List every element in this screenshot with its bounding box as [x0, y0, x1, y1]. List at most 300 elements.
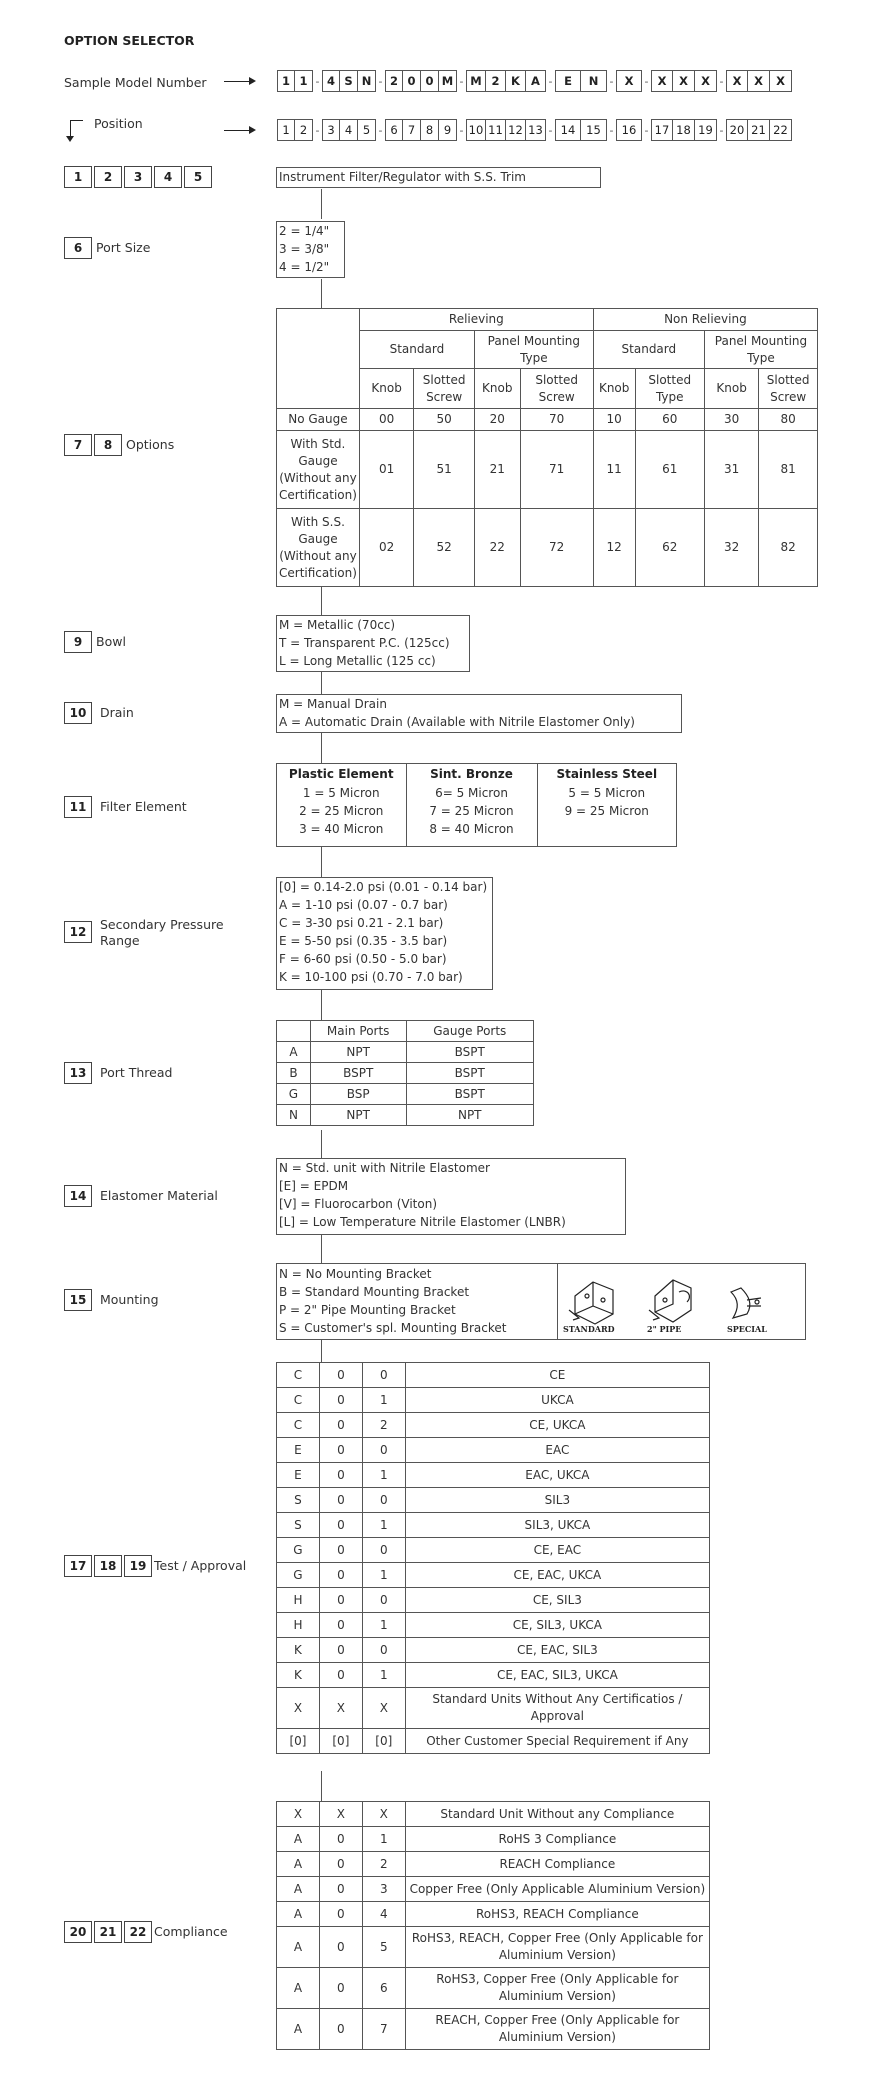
compliance-row — [277, 1852, 710, 1877]
option-line: M = Manual Drain — [279, 697, 387, 711]
model-code-cell: M — [439, 70, 457, 92]
port-thread-table — [276, 1020, 534, 1126]
port-thread-cell: BSPT — [406, 1063, 534, 1084]
options-group-non-relieving: Non Relieving — [593, 309, 817, 331]
approval-row — [277, 1563, 710, 1588]
options-code-cell: 00 — [359, 409, 413, 431]
options-row-label: No Gauge — [277, 409, 360, 431]
position-cell: 3 — [322, 119, 340, 141]
model-code-cell: S — [340, 70, 358, 92]
compliance-code-cell: 7 — [362, 2009, 405, 2050]
port-thread-header — [277, 1021, 311, 1042]
approval-description: EAC — [405, 1438, 709, 1463]
standard-bracket-caption: STANDARD — [563, 1324, 615, 1334]
port-thread-row — [277, 1105, 534, 1126]
compliance-row — [277, 1927, 710, 1968]
approval-code-cell: X — [319, 1688, 362, 1729]
drain-box — [276, 694, 682, 733]
port-thread-cell: BSP — [310, 1084, 406, 1105]
position-cell: 18 — [673, 119, 695, 141]
separator-dash: - — [459, 123, 464, 137]
options-sub-panel: Panel Mounting Type — [474, 331, 593, 369]
port-thread-cell: BSPT — [310, 1063, 406, 1084]
position-cell: 14 — [555, 119, 581, 141]
separator-dash: - — [378, 123, 383, 137]
sample-arrow — [224, 81, 254, 82]
mounting-options-list — [279, 1265, 551, 1337]
port-thread-cell: NPT — [310, 1042, 406, 1063]
options-code-cell: 32 — [704, 509, 758, 587]
compliance-code-cell: 1 — [362, 1827, 405, 1852]
options-code-cell: 50 — [414, 409, 475, 431]
secondary-pressure-label — [100, 917, 224, 949]
approval-code-cell: 0 — [319, 1438, 362, 1463]
option-line: M = Metallic (70cc) — [279, 618, 396, 632]
separator-dash: - — [644, 123, 649, 137]
filter-element-box — [276, 763, 677, 847]
compliance-code-cell: A — [277, 1877, 320, 1902]
position-number-badge: 19 — [124, 1555, 152, 1577]
filter-column-values — [277, 784, 406, 846]
pipe-bracket-caption: 2" PIPE — [647, 1324, 682, 1334]
approval-description: CE, UKCA — [405, 1413, 709, 1438]
approval-code-cell: 0 — [319, 1613, 362, 1638]
option-line: T = Transparent P.C. (125cc) — [279, 636, 450, 650]
options-column-header: Knob — [474, 369, 520, 409]
options-code-cell: 22 — [474, 509, 520, 587]
compliance-code-cell: A — [277, 1927, 320, 1968]
compliance-description: Copper Free (Only Applicable Aluminium Version) — [405, 1877, 709, 1902]
approval-description: CE, EAC, UKCA — [405, 1563, 709, 1588]
port-thread-cell: BSPT — [406, 1084, 534, 1105]
elastomer-label: Elastomer Material — [100, 1188, 218, 1203]
compliance-label: Compliance — [154, 1924, 228, 1939]
position-number-13 — [64, 1062, 94, 1084]
compliance-table — [276, 1801, 710, 2050]
port-thread-cell: N — [277, 1105, 311, 1126]
options-code-cell: 31 — [704, 431, 758, 509]
options-column-header: Slotted Screw — [414, 369, 475, 409]
options-row — [277, 509, 818, 587]
filter-column-header: Stainless Steel — [537, 764, 676, 784]
options-code-cell: 21 — [474, 431, 520, 509]
separator-dash: - — [459, 74, 464, 88]
approval-code-cell: 1 — [362, 1513, 405, 1538]
option-line: A = Automatic Drain (Available with Nitrile Elastomer Only) — [279, 715, 635, 729]
compliance-row — [277, 1877, 710, 1902]
model-code-cell: M — [466, 70, 486, 92]
approval-description: CE, EAC, SIL3, UKCA — [405, 1663, 709, 1688]
approval-code-cell: C — [277, 1363, 320, 1388]
approval-code-cell: H — [277, 1613, 320, 1638]
option-line: N = No Mounting Bracket — [279, 1267, 432, 1281]
options-code-cell: 20 — [474, 409, 520, 431]
approval-code-cell: C — [277, 1388, 320, 1413]
filter-column-header: Sint. Bronze — [406, 764, 537, 784]
position-cell: 4 — [340, 119, 358, 141]
model-code-cell: X — [770, 70, 792, 92]
position-number-badge: 13 — [64, 1062, 92, 1084]
approval-row — [277, 1638, 710, 1663]
position-cell: 13 — [526, 119, 546, 141]
position-cell: 15 — [581, 119, 607, 141]
position-number-6 — [64, 237, 94, 259]
options-row-label: With Std. Gauge (Without any Certification) — [277, 431, 360, 509]
compliance-code-cell: X — [319, 1802, 362, 1827]
approval-code-cell: H — [277, 1588, 320, 1613]
filter-value-line: 1 = 5 Micron — [302, 786, 380, 800]
approval-code-cell: 0 — [362, 1638, 405, 1663]
approval-code-cell: 0 — [319, 1538, 362, 1563]
separator-dash: - — [315, 74, 320, 88]
model-code-cell: A — [526, 70, 546, 92]
approval-code-cell: [0] — [319, 1729, 362, 1754]
compliance-code-cell: A — [277, 1852, 320, 1877]
approval-code-cell: 1 — [362, 1563, 405, 1588]
model-code-cell: 0 — [421, 70, 439, 92]
approval-description: EAC, UKCA — [405, 1463, 709, 1488]
approval-description: SIL3, UKCA — [405, 1513, 709, 1538]
position-number-badge: 4 — [154, 166, 182, 188]
approval-code-cell: 1 — [362, 1388, 405, 1413]
approval-code-cell: 0 — [362, 1488, 405, 1513]
position-number-badge: 22 — [124, 1921, 152, 1943]
position-number-10 — [64, 702, 94, 724]
mounting-divider — [557, 1264, 558, 1339]
compliance-code-cell: 0 — [319, 1902, 362, 1927]
approval-code-cell: 0 — [319, 1388, 362, 1413]
model-code-cell: X — [673, 70, 695, 92]
option-line: A = 1-10 psi (0.07 - 0.7 bar) — [279, 898, 448, 912]
model-code-cell: 2 — [486, 70, 506, 92]
special-bracket-caption: SPECIAL — [727, 1324, 767, 1334]
position-cell: 20 — [726, 119, 748, 141]
sample-model-cells — [277, 70, 792, 92]
position-number-badge: 20 — [64, 1921, 92, 1943]
position-number-badge: 11 — [64, 796, 92, 818]
filter-column-header: Plastic Element — [288, 767, 394, 781]
model-code-cell: K — [506, 70, 526, 92]
position-cell: 21 — [748, 119, 770, 141]
approval-code-cell: 0 — [319, 1463, 362, 1488]
secondary-pressure-label-line1: Secondary Pressure — [100, 917, 224, 932]
options-code-cell: 72 — [520, 509, 593, 587]
filter-element-label: Filter Element — [100, 799, 187, 814]
compliance-code-cell: 0 — [319, 2009, 362, 2050]
approval-code-cell: 0 — [319, 1413, 362, 1438]
model-code-cell: E — [555, 70, 581, 92]
position-cell: 2 — [295, 119, 313, 141]
filter-element-table — [277, 764, 676, 846]
options-code-cell: 80 — [759, 409, 818, 431]
secondary-pressure-box — [276, 877, 493, 990]
connector-line — [321, 1235, 322, 1263]
compliance-row — [277, 1968, 710, 2009]
approval-code-cell: [0] — [277, 1729, 320, 1754]
compliance-code-cell: 0 — [319, 1852, 362, 1877]
approval-row — [277, 1463, 710, 1488]
connector-line — [321, 1771, 322, 1801]
options-sub-standard: Standard — [593, 331, 704, 369]
options-code-cell: 81 — [759, 431, 818, 509]
port-thread-cell: G — [277, 1084, 311, 1105]
approval-row — [277, 1438, 710, 1463]
position-number-12 — [64, 921, 94, 943]
approval-code-cell: 0 — [362, 1438, 405, 1463]
option-line: P = 2" Pipe Mounting Bracket — [279, 1303, 456, 1317]
approval-row — [277, 1538, 710, 1563]
connector-line — [321, 733, 322, 763]
connector-line — [321, 1340, 322, 1362]
position-cell: 22 — [770, 119, 792, 141]
approval-description: SIL3 — [405, 1488, 709, 1513]
option-line: E = 5-50 psi (0.35 - 3.5 bar) — [279, 934, 448, 948]
position-cell: 12 — [506, 119, 526, 141]
approval-row — [277, 1729, 710, 1754]
approval-code-cell: 2 — [362, 1413, 405, 1438]
approval-code-cell: 0 — [362, 1363, 405, 1388]
options-row-label: With S.S. Gauge (Without any Certification) — [277, 509, 360, 587]
compliance-code-cell: 0 — [319, 1927, 362, 1968]
model-code-cell: 2 — [385, 70, 403, 92]
port-thread-row — [277, 1042, 534, 1063]
options-code-cell: 11 — [593, 431, 635, 509]
position-numbers-1-5 — [64, 166, 214, 188]
approval-row — [277, 1688, 710, 1729]
compliance-code-cell: A — [277, 1968, 320, 2009]
approval-code-cell: 0 — [319, 1588, 362, 1613]
approval-description: CE — [405, 1363, 709, 1388]
connector-line — [321, 847, 322, 877]
approval-description: CE, SIL3 — [405, 1588, 709, 1613]
sample-model-label: Sample Model Number — [64, 75, 207, 90]
filter-column-values — [406, 784, 537, 846]
filter-value-line: 7 = 25 Micron — [429, 804, 514, 818]
filter-value-line: 5 = 5 Micron — [568, 786, 646, 800]
position-number-badge: 10 — [64, 702, 92, 724]
position-number-badge: 12 — [64, 921, 92, 943]
port-size-label: Port Size — [96, 240, 151, 255]
compliance-row — [277, 1902, 710, 1927]
options-column-header: Slotted Type — [635, 369, 704, 409]
options-code-cell: 61 — [635, 431, 704, 509]
option-line: 2 = 1/4" — [279, 224, 330, 238]
options-row — [277, 431, 818, 509]
compliance-description: RoHS3, REACH, Copper Free (Only Applicable for Aluminium Version) — [405, 1927, 709, 1968]
model-code-cell: X — [651, 70, 673, 92]
port-thread-row — [277, 1084, 534, 1105]
compliance-description: RoHS 3 Compliance — [405, 1827, 709, 1852]
approval-code-cell: S — [277, 1488, 320, 1513]
approval-code-cell: E — [277, 1438, 320, 1463]
approval-code-cell: 0 — [319, 1488, 362, 1513]
position-number-14 — [64, 1185, 94, 1207]
options-table — [276, 308, 818, 587]
connector-line — [321, 990, 322, 1020]
page-title: OPTION SELECTOR — [64, 33, 195, 48]
separator-dash: - — [378, 74, 383, 88]
separator-dash: - — [548, 74, 553, 88]
approval-code-cell: G — [277, 1538, 320, 1563]
options-sub-standard: Standard — [359, 331, 474, 369]
approval-code-cell: 0 — [319, 1563, 362, 1588]
compliance-code-cell: 0 — [319, 1877, 362, 1902]
port-thread-header: Gauge Ports — [406, 1021, 534, 1042]
options-column-header: Slotted Screw — [520, 369, 593, 409]
approval-description: Standard Units Without Any Certificatios / Approval — [405, 1688, 709, 1729]
position-number-badge: 8 — [94, 434, 122, 456]
mounting-bracket-illustrations — [561, 1266, 803, 1338]
filter-value-line: 3 = 40 Micron — [299, 822, 384, 836]
options-column-header: Slotted Screw — [759, 369, 818, 409]
test-approval-label: Test / Approval — [154, 1558, 247, 1573]
approval-row — [277, 1413, 710, 1438]
options-code-cell: 62 — [635, 509, 704, 587]
approval-description: Other Customer Special Requirement if Any — [405, 1729, 709, 1754]
approval-code-cell: 0 — [319, 1638, 362, 1663]
position-number-badge: 9 — [64, 631, 92, 653]
pipe-bracket-icon — [649, 1280, 691, 1322]
option-line: C = 3-30 psi 0.21 - 2.1 bar) — [279, 916, 444, 930]
approval-code-cell: 0 — [319, 1663, 362, 1688]
bowl-label: Bowl — [96, 634, 126, 649]
option-line: F = 6-60 psi (0.50 - 5.0 bar) — [279, 952, 447, 966]
connector-line — [321, 189, 322, 219]
approval-code-cell: 0 — [319, 1513, 362, 1538]
port-thread-label: Port Thread — [100, 1065, 173, 1080]
port-thread-row — [277, 1063, 534, 1084]
model-code-cell: X — [616, 70, 642, 92]
compliance-code-cell: 4 — [362, 1902, 405, 1927]
filter-value-line: 6= 5 Micron — [435, 786, 508, 800]
connector-line — [321, 1130, 322, 1158]
port-thread-header: Main Ports — [310, 1021, 406, 1042]
position-cell: 8 — [421, 119, 439, 141]
mounting-label: Mounting — [100, 1292, 159, 1307]
position-bracket-arrow-icon — [66, 136, 74, 142]
approval-description: CE, EAC, SIL3 — [405, 1638, 709, 1663]
options-label: Options — [126, 437, 175, 452]
compliance-row — [277, 1802, 710, 1827]
position-number-badge: 3 — [124, 166, 152, 188]
position-cell: 17 — [651, 119, 673, 141]
approval-code-cell: K — [277, 1663, 320, 1688]
model-code-cell: 4 — [322, 70, 340, 92]
option-line: N = Std. unit with Nitrile Elastomer — [279, 1161, 490, 1175]
position-number-9 — [64, 631, 94, 653]
position-number-badge: 2 — [94, 166, 122, 188]
options-group-relieving: Relieving — [359, 309, 593, 331]
compliance-description: REACH Compliance — [405, 1852, 709, 1877]
approval-description: UKCA — [405, 1388, 709, 1413]
option-line: [L] = Low Temperature Nitrile Elastomer (LNBR) — [279, 1215, 566, 1229]
model-code-cell: X — [726, 70, 748, 92]
position-cell: 19 — [695, 119, 717, 141]
option-line: B = Standard Mounting Bracket — [279, 1285, 470, 1299]
options-code-cell: 02 — [359, 509, 413, 587]
option-line: 4 = 1/2" — [279, 260, 330, 274]
position-cell: 9 — [439, 119, 457, 141]
standard-bracket-icon — [569, 1282, 613, 1324]
approval-code-cell: X — [277, 1688, 320, 1729]
option-line: [E] = EPDM — [279, 1179, 349, 1193]
compliance-row — [277, 2009, 710, 2050]
approval-code-cell: 0 — [319, 1363, 362, 1388]
approval-description: CE, EAC — [405, 1538, 709, 1563]
position-number-badge: 5 — [184, 166, 212, 188]
bowl-box — [276, 615, 470, 672]
drain-label: Drain — [100, 705, 134, 720]
options-corner-cell — [277, 309, 360, 409]
options-column-header: Knob — [593, 369, 635, 409]
separator-dash: - — [644, 74, 649, 88]
approval-code-cell: 1 — [362, 1463, 405, 1488]
compliance-description: RoHS3, Copper Free (Only Applicable for Aluminium Version) — [405, 1968, 709, 2009]
connector-line — [321, 586, 322, 616]
test-approval-table — [276, 1362, 710, 1754]
option-line: S = Customer's spl. Mounting Bracket — [279, 1321, 507, 1335]
approval-row — [277, 1588, 710, 1613]
separator-dash: - — [609, 74, 614, 88]
filter-column-values — [537, 784, 676, 846]
compliance-code-cell: X — [277, 1802, 320, 1827]
port-thread-cell: A — [277, 1042, 311, 1063]
compliance-description: Standard Unit Without any Compliance — [405, 1802, 709, 1827]
approval-code-cell: X — [362, 1688, 405, 1729]
model-code-cell: X — [748, 70, 770, 92]
filter-value-line: 9 = 25 Micron — [564, 804, 649, 818]
compliance-code-cell: 0 — [319, 1968, 362, 2009]
model-code-cell: 0 — [403, 70, 421, 92]
position-cell: 5 — [358, 119, 376, 141]
options-code-cell: 70 — [520, 409, 593, 431]
position-number-11 — [64, 796, 94, 818]
position-cell: 1 — [277, 119, 295, 141]
options-row — [277, 409, 818, 431]
filter-value-line: 8 = 40 Micron — [429, 822, 514, 836]
position-arrow — [224, 130, 254, 131]
filter-value-line: 2 = 25 Micron — [299, 804, 384, 818]
port-size-box — [276, 221, 345, 278]
connector-line — [321, 279, 322, 309]
compliance-code-cell: 6 — [362, 1968, 405, 2009]
approval-description: CE, SIL3, UKCA — [405, 1613, 709, 1638]
special-bracket-icon — [731, 1288, 761, 1318]
options-code-cell: 30 — [704, 409, 758, 431]
model-code-cell: 1 — [277, 70, 295, 92]
approval-row — [277, 1488, 710, 1513]
position-number-badge: 18 — [94, 1555, 122, 1577]
options-code-cell: 60 — [635, 409, 704, 431]
mounting-box — [276, 1263, 806, 1340]
option-line: 3 = 3/8" — [279, 242, 330, 256]
separator-dash: - — [609, 123, 614, 137]
position-cell: 7 — [403, 119, 421, 141]
model-code-cell: N — [581, 70, 607, 92]
position-numbers-20-22 — [64, 1921, 154, 1943]
option-line: L = Long Metallic (125 cc) — [279, 654, 436, 668]
approval-code-cell: S — [277, 1513, 320, 1538]
compliance-description: REACH, Copper Free (Only Applicable for Aluminium Version) — [405, 2009, 709, 2050]
compliance-code-cell: X — [362, 1802, 405, 1827]
position-number-15 — [64, 1289, 94, 1311]
approval-code-cell: G — [277, 1563, 320, 1588]
model-code-cell: X — [695, 70, 717, 92]
approval-code-cell: 0 — [362, 1538, 405, 1563]
separator-dash: - — [315, 123, 320, 137]
approval-code-cell: K — [277, 1638, 320, 1663]
position-cell: 16 — [616, 119, 642, 141]
